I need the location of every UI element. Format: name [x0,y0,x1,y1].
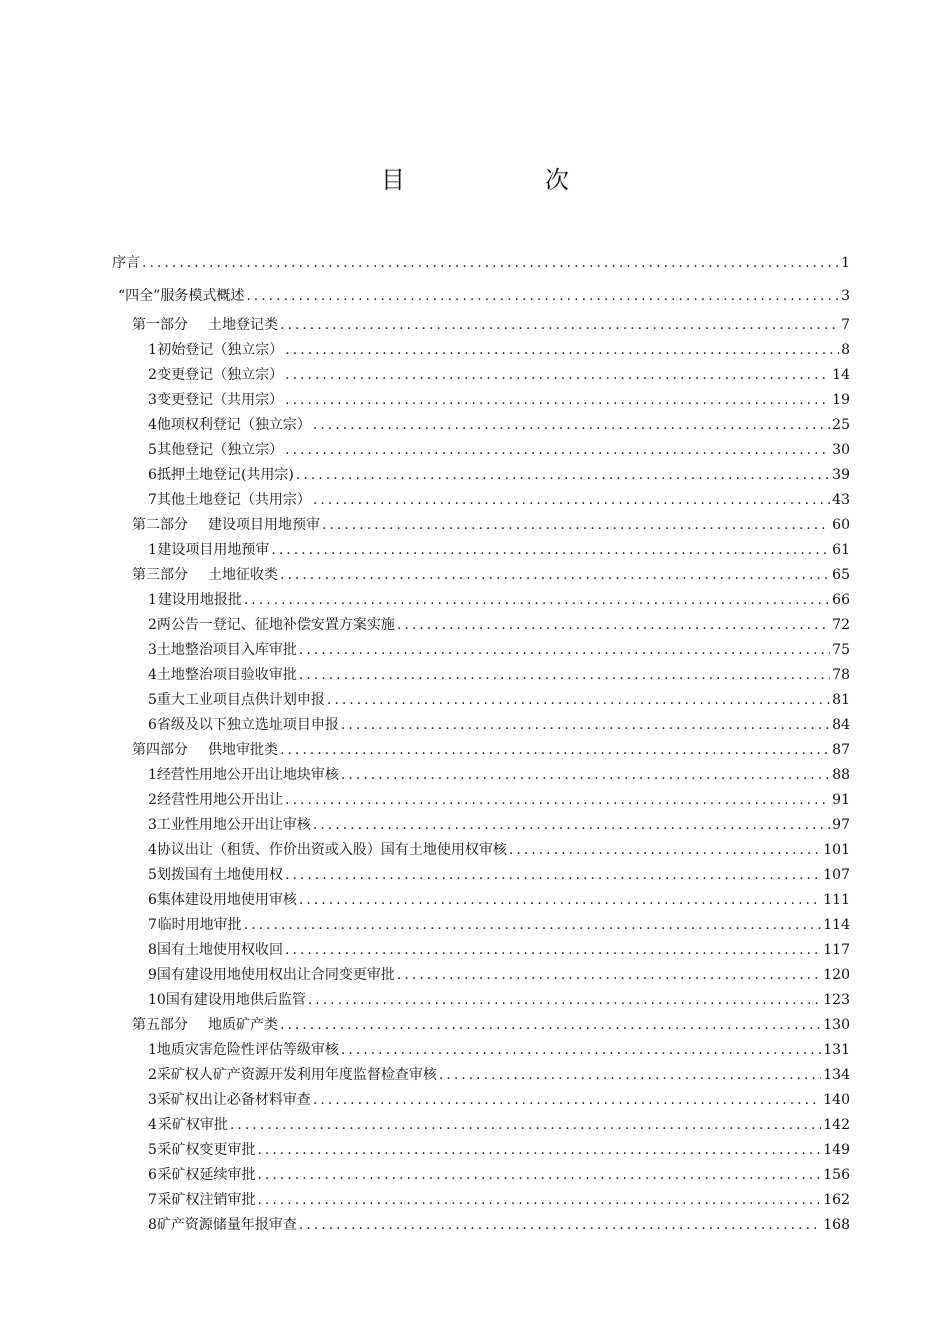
dot-leader [280,739,830,761]
toc-entry-page-number: 39 [832,467,850,483]
toc-entry-page-number: 19 [832,392,850,408]
dot-leader [285,939,821,961]
toc-entry[interactable] [0,1214,950,1236]
toc-entry-label: 采矿权变更审批 [157,1142,256,1158]
toc-entry-page-number: 97 [832,817,850,833]
dot-leader [299,664,830,686]
toc-entry-number: 第五部分 [132,1017,188,1033]
dot-leader [397,614,830,636]
toc-entry-label: 工业性用地公开出让审核 [156,817,311,833]
dot-leader [271,539,830,561]
dot-leader [285,389,830,411]
toc-entry-label: 划拨国有土地使用权 [157,867,283,883]
toc-entry-label: 变更登记（独立宗） [157,367,284,383]
toc-entry-label: 他项权利登记（独立宗） [156,417,311,433]
toc-entry-page-number: 8 [841,342,850,358]
toc-entry-number: 1 [148,1042,157,1058]
toc-entry[interactable] [0,1139,950,1161]
dot-leader [285,339,839,361]
toc-entry-number: 7 [148,492,157,508]
toc-entry[interactable] [0,1014,950,1036]
dot-leader [341,764,830,786]
toc-entry-number: 第一部分 [132,317,188,333]
toc-entry-number: 第三部分 [132,567,188,583]
toc-entry[interactable] [0,839,950,861]
toc-entry-label: 建设用地报批 [157,592,242,608]
toc-entry-number: 4 [148,417,157,433]
toc-entry-number: 6 [148,892,157,908]
toc-entry[interactable] [0,389,950,411]
toc-entry-label: 建设项目用地预审 [157,542,270,558]
toc-entry-page-number: 72 [832,617,850,633]
toc-entry[interactable] [0,414,950,436]
toc-entry-label: 土地征收类 [208,567,278,583]
dot-leader [142,252,839,274]
toc-entry-number: 3 [148,817,157,833]
toc-entry-label: 采矿权延续审批 [157,1167,256,1183]
toc-entry-number: 2 [148,792,157,808]
toc-entry-page-number: 25 [832,417,850,433]
toc-entry-number: 第二部分 [132,517,188,533]
dot-leader [257,1164,821,1186]
dot-leader [322,514,830,536]
dot-leader [341,714,830,736]
toc-entry-label: 初始登记（独立宗） [157,342,284,358]
dot-leader [244,914,822,936]
toc-entry[interactable] [0,252,950,274]
toc-entry-number: 7 [148,1192,157,1208]
toc-entry-label: 国有建设用地使用权出让合同变更审批 [156,967,395,983]
toc-entry-number: 4 [148,1117,157,1133]
toc-entry-label: 矿产资源储量年报审查 [156,1217,297,1233]
toc-entry-page-number: 88 [832,767,850,783]
toc-entry-number: 3 [148,1092,157,1108]
toc-entry[interactable] [0,285,950,307]
toc-entry[interactable] [0,1064,950,1086]
toc-entry-number: 1 [148,767,157,783]
toc-entry-number: 5 [148,692,157,708]
toc-entry-number: 1 [148,342,157,358]
toc-entry[interactable] [0,464,950,486]
toc-entry-page-number: 123 [823,992,850,1008]
dot-leader [299,639,830,661]
toc-entry-page-number: 91 [832,792,850,808]
toc-entry-page-number: 130 [823,1017,850,1033]
toc-entry[interactable] [0,789,950,811]
toc-entry[interactable] [0,1039,950,1061]
toc-entry[interactable] [0,889,950,911]
toc-entry-label: 土地整治项目入库审批 [156,642,297,658]
toc-entry-page-number: 107 [823,867,850,883]
toc-entry[interactable] [0,664,950,686]
toc-entry-label: “四全”服务模式概述 [118,288,245,304]
dot-leader [341,1039,821,1061]
toc-entry-page-number: 81 [832,692,850,708]
toc-entry[interactable] [0,714,950,736]
toc-entry-number: 8 [148,1217,157,1233]
toc-entry-page-number: 120 [823,967,850,983]
toc-entry-label: 其他土地登记（共用宗） [156,492,311,508]
toc-entry[interactable] [0,689,950,711]
toc-entry[interactable] [0,439,950,461]
toc-entry-page-number: 168 [823,1217,850,1233]
dot-leader [308,989,821,1011]
toc-entry-label: 序言 [112,255,140,271]
toc-entry-page-number: 30 [832,442,850,458]
toc-entry[interactable] [0,564,950,586]
toc-entry-page-number: 142 [823,1117,850,1133]
toc-entry-number: 6 [148,717,157,733]
toc-entry-label: 省级及以下独立选址项目申报 [156,717,339,733]
toc-entry-label: 经营性用地公开出让地块审核 [156,767,339,783]
toc-entry-label: 采矿权人矿产资源开发利用年度监督检查审核 [156,1067,437,1083]
toc-entry[interactable] [0,614,950,636]
dot-leader [285,864,821,886]
toc-entry-label: 采矿权注销审批 [157,1192,256,1208]
toc-entry-number: 2 [148,617,157,633]
dot-leader [230,1114,821,1136]
dot-leader [285,789,830,811]
toc-entry-page-number: 162 [823,1192,850,1208]
toc-entry-number: 第四部分 [132,742,188,758]
toc-entry-page-number: 84 [832,717,850,733]
toc-entry-label: 土地整治项目验收审批 [156,667,297,683]
dot-leader [299,1214,821,1236]
toc-entry[interactable] [0,939,950,961]
toc-entry[interactable] [0,589,950,611]
dot-leader [280,314,839,336]
toc-entry-page-number: 156 [823,1167,850,1183]
toc-entry[interactable] [0,1114,950,1136]
toc-entry-page-number: 149 [823,1142,850,1158]
toc-entry[interactable] [0,1189,950,1211]
toc-entry-page-number: 87 [832,742,850,758]
toc-entry-page-number: 131 [823,1042,850,1058]
page-title: 目 次 [381,166,627,194]
toc-entry-label: 地质灾害危险性评估等级审核 [156,1042,339,1058]
toc-entry-label: 变更登记（共用宗） [157,392,284,408]
toc-entry-number: 6 [148,467,157,483]
toc-entry-label: 国有土地使用权收回 [157,942,283,958]
dot-leader [257,1189,821,1211]
dot-leader [280,1014,821,1036]
toc-entry[interactable] [0,989,950,1011]
dot-leader [257,1139,821,1161]
toc-entry-label: 临时用地审批 [157,917,242,933]
toc-entry-number: 1 [148,542,157,558]
toc-entry-page-number: 7 [841,317,850,333]
toc-entry-page-number: 75 [832,642,850,658]
dot-leader [313,414,830,436]
toc-entry-number: 3 [148,392,157,408]
dot-leader [313,814,830,836]
toc-entry-label: 集体建设用地使用审核 [156,892,297,908]
toc-entry-label: 建设项目用地预审 [208,517,320,533]
toc-entry-label: 土地登记类 [208,317,278,333]
toc-entry[interactable] [0,1089,950,1111]
toc-entry[interactable] [0,764,950,786]
toc-entry-page-number: 114 [823,917,850,933]
toc-entry-label: 抵押土地登记(共用宗) [156,467,294,483]
toc-entry-page-number: 78 [832,667,850,683]
toc-entry-number: 3 [148,642,157,658]
toc-entry-number: 2 [148,367,157,383]
toc-entry[interactable] [0,539,950,561]
toc-entry-number: 7 [148,917,157,933]
dot-leader [246,285,839,307]
toc-entry-page-number: 111 [823,892,850,908]
toc-entry-number: 5 [148,867,157,883]
toc-entry[interactable] [0,364,950,386]
dot-leader [397,964,821,986]
toc-entry-label: 采矿权审批 [157,1117,228,1133]
toc-entry-page-number: 14 [832,367,850,383]
toc-entry[interactable] [0,914,950,936]
toc-entry-label: 协议出让（租赁、作价出资或入股）国有土地使用权审核 [156,842,507,858]
toc-entry-number: 9 [148,967,157,983]
dot-leader [285,439,830,461]
toc-entry-label: 其他登记（独立宗） [157,442,284,458]
toc-entry-page-number: 140 [823,1092,850,1108]
toc-entry-page-number: 117 [823,942,850,958]
toc-entry-label: 两公告一登记、征地补偿安置方案实施 [156,617,395,633]
toc-entry-number: 10 [148,992,166,1008]
toc-entry-number: 2 [148,1067,157,1083]
toc-entry[interactable] [0,739,950,761]
toc-entry-label: 供地审批类 [208,742,278,758]
dot-leader [296,464,830,486]
toc-entry-page-number: 3 [841,288,850,304]
dot-leader [313,1089,821,1111]
toc-entry[interactable] [0,1164,950,1186]
toc-entry-page-number: 101 [823,842,850,858]
toc-entry[interactable] [0,314,950,336]
toc-entry[interactable] [0,964,950,986]
toc-entry-number: 1 [148,592,157,608]
toc-entry-page-number: 61 [832,542,850,558]
toc-entry-number: 5 [148,1142,157,1158]
toc-entry-page-number: 60 [832,517,850,533]
dot-leader [285,364,830,386]
toc-entry-label: 国有建设用地供后监管 [165,992,306,1008]
dot-leader [280,564,830,586]
toc-entry[interactable] [0,514,950,536]
dot-leader [327,689,830,711]
toc-entry[interactable] [0,864,950,886]
toc-entry-page-number: 66 [832,592,850,608]
dot-leader [244,589,830,611]
toc-entry-number: 8 [148,942,157,958]
toc-entry-number: 6 [148,1167,157,1183]
toc-entry[interactable] [0,639,950,661]
toc-entry[interactable] [0,814,950,836]
toc-entry-number: 5 [148,442,157,458]
toc-entry[interactable] [0,489,950,511]
toc-entry-number: 4 [148,842,157,858]
dot-leader [313,489,830,511]
dot-leader [509,839,821,861]
dot-leader [299,889,821,911]
toc-entry-page-number: 1 [841,255,850,271]
toc-entry-label: 经营性用地公开出让 [157,792,284,808]
toc-entry-label: 采矿权出让必备材料审查 [156,1092,311,1108]
toc-entry[interactable] [0,339,950,361]
toc-entry-label: 地质矿产类 [208,1017,278,1033]
toc-entry-number: 4 [148,667,157,683]
toc-entry-page-number: 65 [832,567,850,583]
dot-leader [439,1064,821,1086]
toc-entry-label: 重大工业项目点供计划申报 [156,692,325,708]
toc-entry-page-number: 134 [823,1067,850,1083]
toc-entry-page-number: 43 [832,492,850,508]
